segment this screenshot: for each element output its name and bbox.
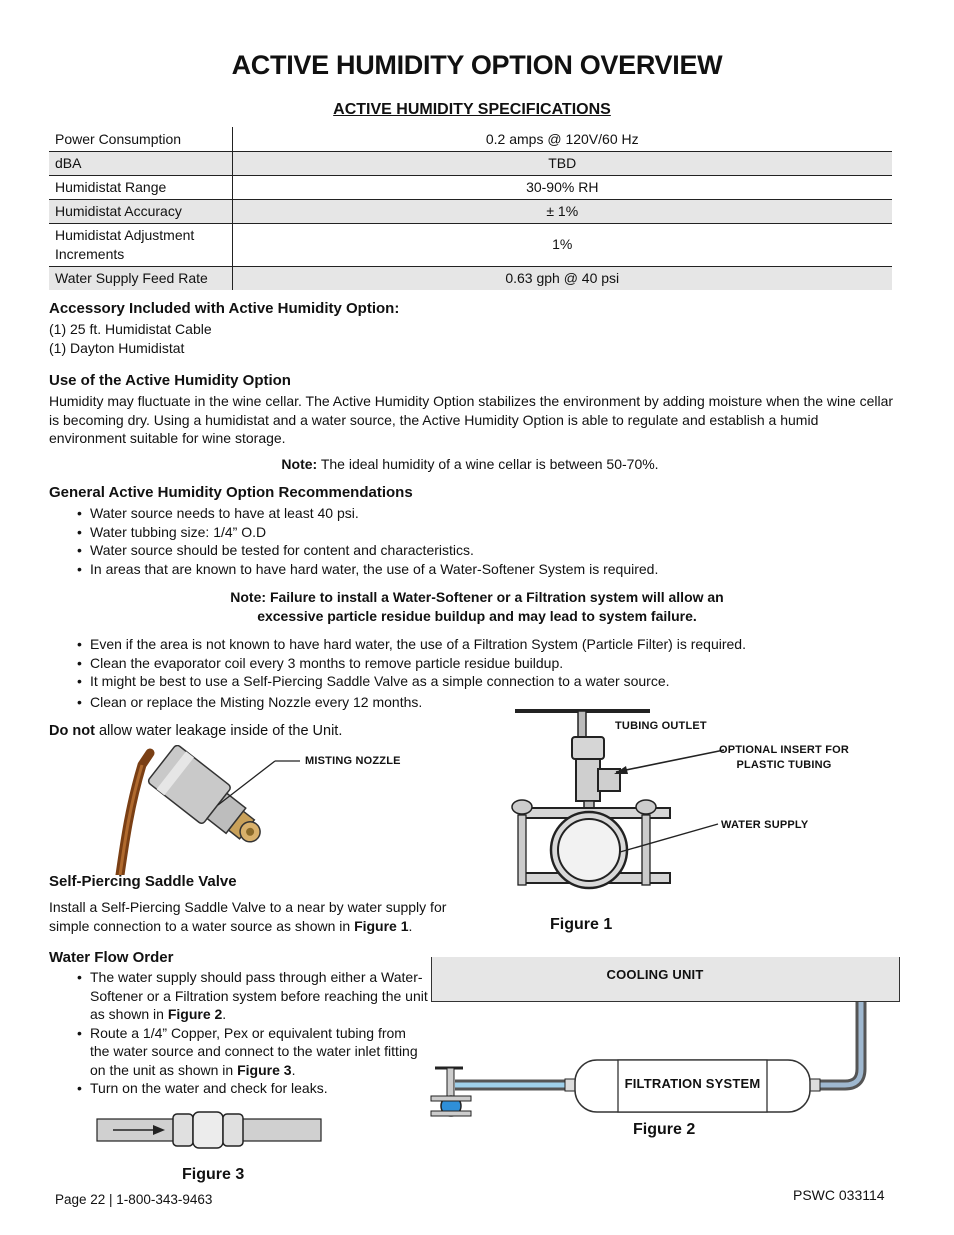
spec-value: ± 1% — [232, 199, 892, 223]
table-row — [49, 223, 892, 266]
table-row — [49, 175, 892, 199]
spec-label: Water Supply Feed Rate — [49, 266, 232, 290]
footer-right: PSWC 033114 — [793, 1187, 885, 1203]
filtration-system-label: FILTRATION SYSTEM — [624, 1076, 761, 1091]
spec-label: dBA — [49, 151, 232, 175]
cooling-unit-label: COOLING UNIT — [606, 967, 704, 982]
figure3-caption: Figure 3 — [182, 1166, 245, 1183]
leak-warning — [49, 722, 342, 741]
misting-nozzle-label: MISTING NOZZLE — [305, 755, 401, 767]
table-row — [49, 199, 892, 223]
warning-line-2: excessive particle residue buildup and may lead to system failure. — [257, 608, 697, 624]
spec-label: Power Consumption — [49, 127, 232, 151]
specs-table — [49, 127, 892, 290]
spec-label: Humidistat Accuracy — [49, 199, 232, 223]
footer-left: Page 22 | 1-800-343-9463 — [55, 1192, 213, 1207]
list-item: • Clean or replace the Misting Nozzle every 12 months. — [49, 693, 899, 712]
list-item: • Water source should be tested for content and characteristics. — [49, 541, 899, 560]
list-item: • It might be best to use a Self-Piercing Saddle Valve as a simple connection to a water source. — [49, 672, 899, 691]
spec-label: Humidistat Range — [49, 175, 232, 199]
figure1-leader-lines — [590, 740, 730, 860]
warning-line-1: Failure to install a Water-Softener or a Filtration system will allow an — [269, 589, 724, 605]
figure2-caption: Figure 2 — [633, 1121, 696, 1138]
accessory-item: (1) Dayton Humidistat — [49, 340, 185, 356]
table-row — [49, 151, 892, 175]
list-item: • Clean the evaporator coil every 3 months to remove particle residue buildup. — [49, 654, 899, 673]
table-row — [49, 266, 892, 290]
warning-label: Note: — [230, 589, 267, 605]
saddle-heading: Self-Piercing Saddle Valve — [49, 873, 237, 890]
specs-heading: ACTIVE HUMIDITY SPECIFICATIONS — [333, 101, 611, 118]
accessory-item: (1) 25 ft. Humidistat Cable — [49, 321, 212, 337]
leak-bold: Do not — [49, 723, 95, 739]
flow-heading: Water Flow Order — [49, 949, 174, 966]
spec-value: TBD — [232, 151, 892, 175]
list-item: • Water source needs to have at least 40 psi. — [49, 504, 899, 523]
spec-label: Humidistat Adjustment Increments — [49, 223, 232, 266]
note-label: Note: — [281, 456, 318, 472]
use-heading: Use of the Active Humidity Option — [49, 372, 291, 389]
use-body: Humidity may fluctuate in the wine cellar. The Active Humidity Option stabilizes the environment by adding moisture when the wine cellar is becoming dry. Using a humidistat and a water source, the Active Humidity Option is able to regulate and establish a humid environment suitable for wine storage. — [49, 393, 894, 446]
page-title: ACTIVE HUMIDITY OPTION OVERVIEW — [231, 50, 723, 80]
accessory-heading: Accessory Included with Active Humidity Option: — [49, 300, 400, 317]
optional-insert-label: OPTIONAL INSERT FOR PLASTIC TUBING — [718, 744, 850, 771]
spec-value: 30-90% RH — [232, 175, 892, 199]
tubing-fitting-illustration — [95, 1110, 325, 1150]
tubing-outlet-label: TUBING OUTLET — [615, 720, 707, 732]
list-item: • Turn on the water and check for leaks. — [49, 1079, 429, 1098]
humidity-note — [0, 455, 940, 474]
recommendations-list — [49, 504, 899, 578]
figure1-caption: Figure 1 — [550, 916, 613, 933]
note-text: The ideal humidity of a wine cellar is between 50-70%. — [320, 456, 659, 472]
water-flow-diagram — [425, 1000, 905, 1120]
warning-note — [0, 588, 954, 626]
spec-value: 0.63 gph @ 40 psi — [232, 266, 892, 290]
recommendations-heading: General Active Humidity Option Recommendations — [49, 484, 413, 501]
list-item: • In areas that are known to have hard water, the use of a Water-Softener System is required. — [49, 560, 899, 579]
spec-value: 0.2 amps @ 120V/60 Hz — [232, 127, 892, 151]
spec-value: 1% — [232, 223, 892, 266]
flow-list — [49, 968, 429, 1098]
list-item: • Route a 1/4” Copper, Pex or equivalent tubing from the water source and connect to the water inlet fitting on the unit as shown in Figure 3. — [49, 1024, 429, 1080]
recommendations-list-2 — [49, 635, 899, 711]
table-row — [49, 127, 892, 151]
list-item: • The water supply should pass through either a Water-Softener or a Filtration system before reaching the unit as shown in Figure 2. — [49, 968, 429, 1024]
leak-text: allow water leakage inside of the Unit. — [98, 723, 343, 739]
list-item: • Water tubbing size: 1/4” O.D — [49, 523, 899, 542]
saddle-text: Install a Self-Piercing Saddle Valve to a near by water supply for simple connection to a water source as shown in Figure 1. — [49, 899, 447, 934]
list-item: • Even if the area is not known to have hard water, the use of a Filtration System (Particle Filter) is required. — [49, 635, 899, 654]
water-supply-label: WATER SUPPLY — [721, 819, 809, 831]
